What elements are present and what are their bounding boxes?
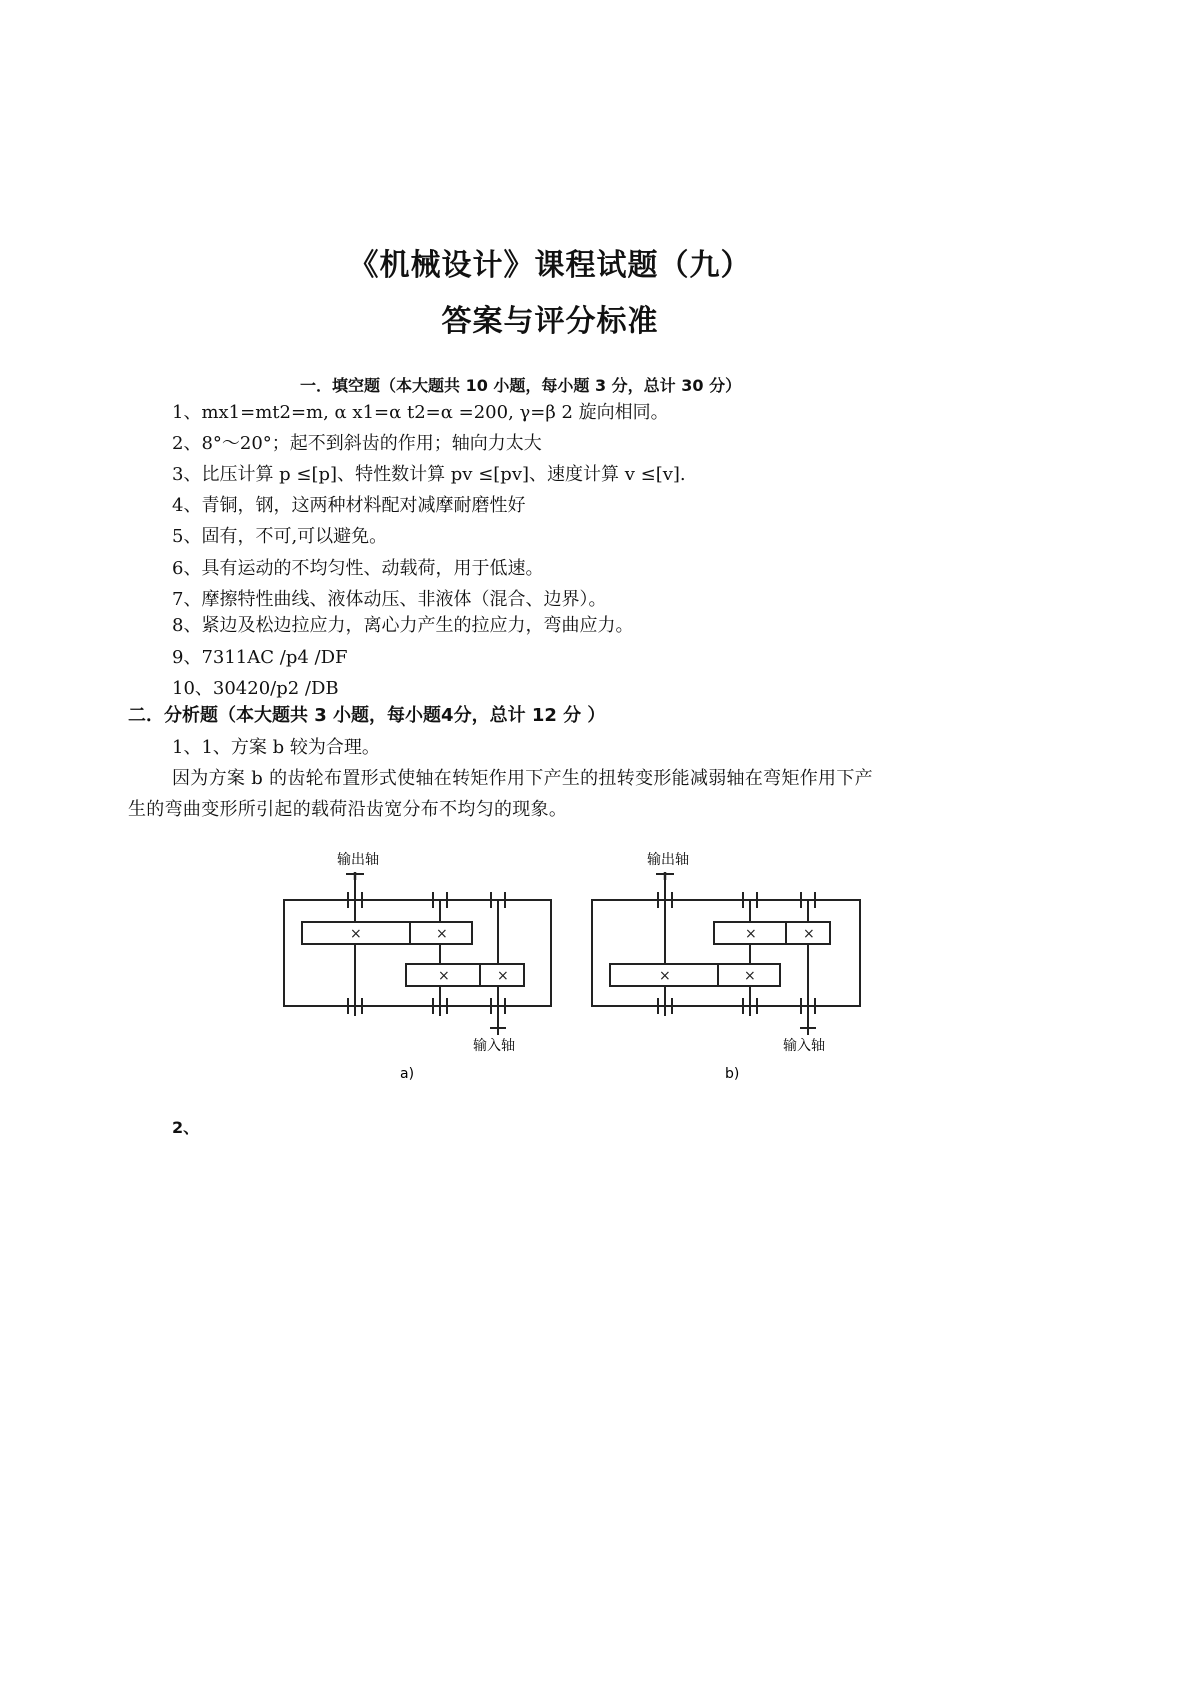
svg-text:×: × [659, 968, 671, 984]
svg-text:×: × [497, 968, 509, 984]
svg-text:×: × [745, 926, 757, 942]
page-title: 《机械设计》课程试题（九） [348, 248, 752, 283]
answer-3: 3、比压计算 p ≤[p]、特性数计算 pv ≤[pv]、速度计算 v ≤[v]. [172, 464, 686, 485]
svg-text:×: × [803, 926, 815, 942]
diagram-b [592, 872, 860, 1035]
answer-9: 9、7311AC /p4 /DF [172, 647, 348, 668]
housing-b [592, 900, 860, 1006]
answer-4: 4、青铜，钢，这两种材料配对减摩耐磨性好 [172, 495, 526, 516]
svg-text:×: × [438, 968, 450, 984]
diagram-a-input-label: 输入轴 [473, 1038, 515, 1054]
q1-answer: 1、1、方案 b 较为合理。 [172, 737, 380, 758]
diagram-b-output-label: 输出轴 [647, 852, 689, 868]
answer-5: 5、固有，不可,可以避免。 [172, 526, 388, 547]
answer-10: 10、30420/p2 /DB [172, 678, 339, 699]
diagram-a-caption: a) [400, 1066, 415, 1082]
diagram-a [284, 872, 551, 1035]
diagram-b-caption: b) [725, 1066, 740, 1082]
answer-2: 2、8°～20°；起不到斜齿的作用；轴向力太大 [172, 433, 542, 454]
diagram-b-input-label: 输入轴 [783, 1038, 825, 1054]
answer-6: 6、具有运动的不均匀性、动载荷，用于低速。 [172, 558, 544, 579]
svg-text:×: × [350, 926, 362, 942]
section1-heading: 一．填空题（本大题共 10 小题，每小题 3 分，总计 30 分） [300, 376, 742, 395]
svg-text:×: × [744, 968, 756, 984]
diagram-a-output-label: 输出轴 [337, 852, 379, 868]
housing-a [284, 900, 551, 1006]
section2-heading: 二．分析题（本大题共 3 小题，每小题4分，总计 12 分 ） [128, 705, 606, 726]
answer-7: 7、摩擦特性曲线、液体动压、非液体（混合、边界）。 [172, 589, 607, 610]
q1-explanation-line1: 因为方案 b 的齿轮布置形式使轴在转矩作用下产生的扭转变形能减弱轴在弯矩作用下产 [172, 768, 873, 789]
page-subtitle: 答案与评分标准 [441, 304, 659, 339]
question-2-label: 2、 [172, 1118, 200, 1137]
q1-explanation-line2: 生的弯曲变形所引起的载荷沿齿宽分布不均匀的现象。 [128, 799, 568, 820]
svg-text:×: × [436, 926, 448, 942]
answer-8: 8、紧边及松边拉应力，离心力产生的拉应力，弯曲应力。 [172, 615, 634, 636]
answer-1: 1、mx1=mt2=m, α x1=α t2=α =200, γ=β 2 旋向相同。 [172, 402, 669, 423]
